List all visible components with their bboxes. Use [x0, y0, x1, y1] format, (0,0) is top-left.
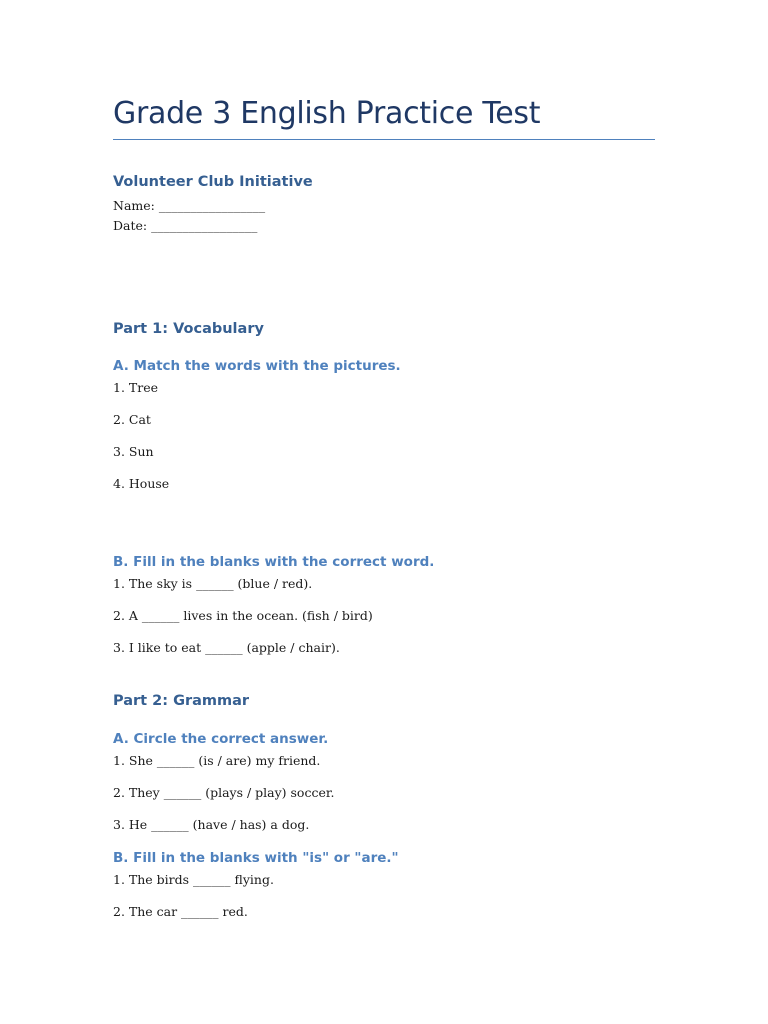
title-divider — [113, 139, 655, 140]
list-item: 1. The birds ______ flying. — [113, 872, 274, 887]
club-heading: Volunteer Club Initiative — [113, 174, 313, 190]
list-item: 1. The sky is ______ (blue / red). — [113, 576, 313, 591]
list-item: 2. A ______ lives in the ocean. (fish / bird) — [113, 608, 373, 623]
part1-section-a-heading: A. Match the words with the pictures. — [113, 358, 401, 374]
list-item: 2. The car ______ red. — [113, 904, 248, 919]
list-item: 1. Tree — [113, 380, 159, 395]
name-line: Name: _________________ — [113, 198, 266, 213]
part2-section-a-heading: A. Circle the correct answer. — [113, 731, 329, 747]
part1-section-b-heading: B. Fill in the blanks with the correct word. — [113, 554, 435, 570]
list-item: 2. They ______ (plays / play) soccer. — [113, 785, 335, 800]
date-line: Date: _________________ — [113, 218, 258, 233]
part2-section-b-heading: B. Fill in the blanks with "is" or "are." — [113, 850, 399, 866]
list-item: 3. I like to eat ______ (apple / chair). — [113, 640, 340, 655]
list-item: 2. Cat — [113, 412, 151, 427]
list-item: 4. House — [113, 476, 170, 491]
list-item: 1. She ______ (is / are) my friend. — [113, 753, 321, 768]
list-item: 3. Sun — [113, 444, 154, 459]
list-item: 3. He ______ (have / has) a dog. — [113, 817, 310, 832]
part2-heading: Part 2: Grammar — [113, 693, 250, 709]
part1-heading: Part 1: Vocabulary — [113, 321, 264, 337]
document-title: Grade 3 English Practice Test — [113, 96, 541, 131]
